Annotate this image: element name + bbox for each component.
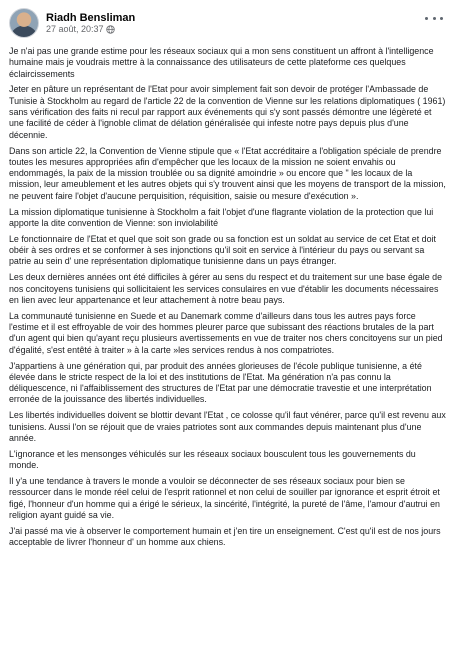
- post-paragraph: J'ai passé ma vie à observer le comportement humain et j'en tire un enseignement. C'est qu'il est de nos jours acceptable de livrer l'honneur d' un homme aux chiens.: [9, 525, 441, 548]
- post-paragraph: L'ignorance et les mensonges véhiculés sur les réseaux sociaux bousculent tous les gouvernements du monde.: [9, 448, 416, 471]
- avatar[interactable]: [9, 8, 39, 38]
- post-time-row: [46, 24, 135, 34]
- globe-icon: [106, 25, 115, 34]
- post-paragraph: Dans son article 22, la Convention de Vienne stipule que « l'Etat accréditaire a l'obligation spéciale de prendre toutes les mesures appropriées afin d'empêcher que les locaux de la mission ne soient envahis ou endommagés, la paix de la mission troublée ou sa dignité amoindrie » ou encore que " les locaux de la mission, leur ameublement et les autres objets qui s'y trouvent ainsi que les moyens de transport de la mission, ne peuvent faire l'objet d'aucune perquisition, réquisition, saisie ou mesure d'exécution ».: [9, 145, 446, 201]
- author-name[interactable]: Riadh Bensliman: [46, 11, 136, 24]
- post-paragraph: Les deux dernières années ont été difficiles à gérer au sens du respect et du traitement sur une base égale de nos concitoyens tunisiens qui sollicitaient les services consulaires en vue d'établir les documents nécessaires en lien avec leur appartenance et leur attachement à notre beau pays.: [9, 272, 443, 305]
- post-paragraph: La mission diplomatique tunisienne à Stockholm a fait l'objet d'une flagrante violation de la protection que lui apporte la dite convention de Vienne: son inviolabilité: [9, 206, 434, 228]
- post-paragraph: Je n'ai pas une grande estime pour les réseaux sociaux qui a mon sens constituent un affront à l'intelligence humaine mais je voudrais mettre à la connaissance des utilisateurs de cette plateforme ces quelques éclaircissements: [9, 46, 434, 79]
- post-paragraph: La communauté tunisienne en Suede et au Danemark comme d'ailleurs dans tous les autres pays force l'estime et il est effroyable de voir des hommes pleurer parce que subissant des réactions brutales de la part d'un agent qui bien qu'ayant reçu plusieurs avertissements en vue de traiter nos chers concitoyens sur un pied d'égalité, s'est entêté à traiter » à la carte »les services rendus à nos compatriotes.: [9, 310, 443, 355]
- post-paragraph: Les libertés individuelles doivent se blottir devant l'Etat , ce colosse qu'il faut vénérer, parce qu'il est revenu aux tunisiens. Aussi l'on se réjouit que de vraies patriotes sont aux commandes depuis maintenant plus d'une année.: [9, 410, 446, 443]
- post-body: [9, 46, 446, 548]
- post-timestamp[interactable]: 27 août, 20:37: [46, 24, 104, 35]
- post-paragraph: Il y'a une tendance à travers le monde a vouloir se déconnecter de ses réseaux sociaux pour bien se ressourcer dans le monde réel celui de l'esprit rationnel et non celui de souiller par ignorance et esprit étroit et figé, l'honneur d'un homme qui a érigé le sérieux, la sincérité, l'intégrité, la pureté de l'âme, l'amour d'autrui en religion ayant guidé sa vie.: [9, 476, 440, 520]
- post-meta: [46, 12, 135, 35]
- post-paragraph: Le fonctionnaire de l'Etat et quel que soit son grade ou sa fonction est un soldat au service de cet Etat et doit obéir à ses ordres et se conformer à ses injonctions qu'il soit en service à l'intérieur du pays ou servant sa patrie au sein d' une représentation diplomatique tunisienne dans un pays étranger.: [9, 233, 436, 267]
- more-options-icon[interactable]: [425, 12, 443, 24]
- post-paragraph: Jeter en pâture un représentant de l'Etat pour avoir simplement fait son devoir de protéger l'Ambassade de Tunisie à Stockholm au regard de l'article 22 de la convention de Vienne sur les relations diplomatiques ( 1961) sans vérification des faits ni recul par rapport aux événements qui s'y sont passés démontre une légèreté et une facilité de céder à l'ignoble climat de délation généralisée qui infeste notre pays depuis plus d'une décennie.: [9, 84, 446, 140]
- more-dot: [425, 17, 428, 20]
- more-dot: [433, 17, 436, 20]
- post-paragraph: J'appartiens à une génération qui, par produit des années glorieuses de l'école publique tunisienne, a été élevée dans le stricte respect de la loi et des institutions de l'Etat. Ma génération n'a pas connu la déliquescence, ni l'affaiblissement des structures de l'Etat par une démocratie travestie et une interprétation erronée de la jouissance des libertés individuelles.: [9, 360, 432, 405]
- more-dot: [440, 17, 443, 20]
- post-header: [9, 6, 446, 40]
